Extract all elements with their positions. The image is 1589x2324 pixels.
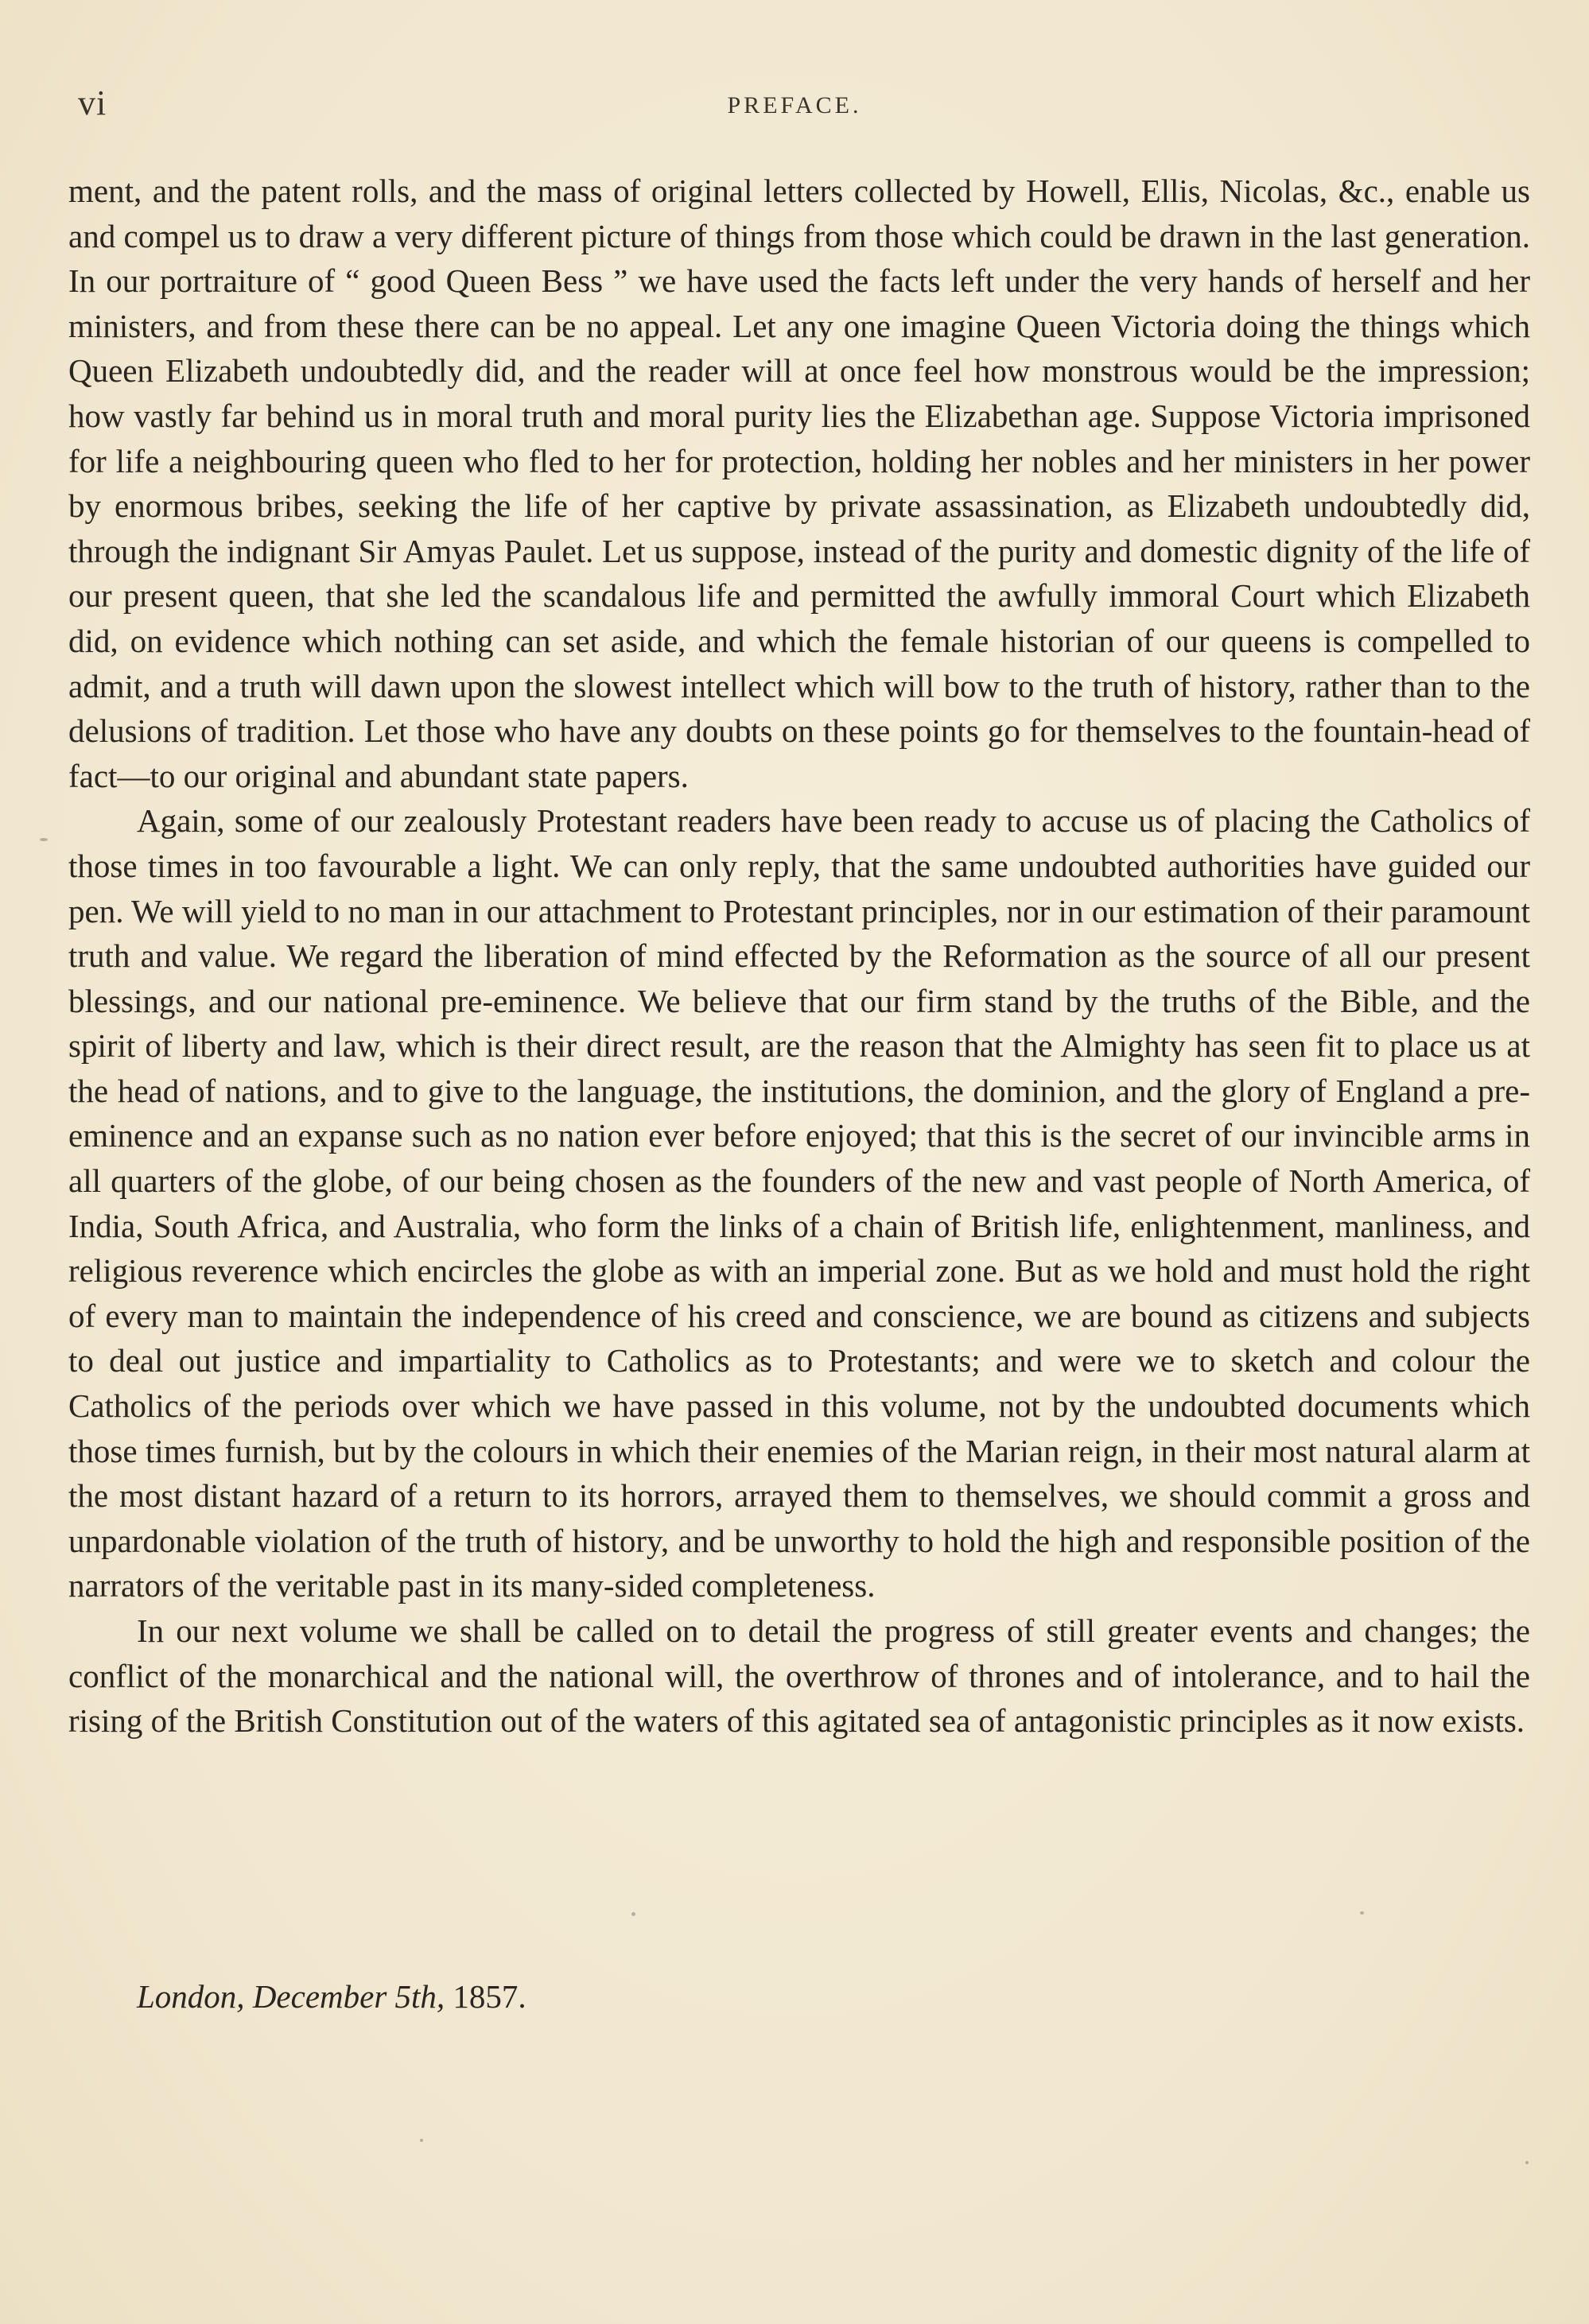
paper-speck xyxy=(420,2139,423,2142)
page-number: vi xyxy=(78,83,107,122)
signoff-place: London, xyxy=(137,1978,245,2015)
preface-body xyxy=(68,169,1530,1744)
paragraph: ment, and the patent rolls, and the mass of original letters collected by Howell, Ellis, Nicolas, &c., enable us and compel us to draw a very different picture of things from those which could be drawn in the last generation. In our portraiture of “ good Queen Bess ” we have used the facts left under the very hands of herself and her ministers, and from these there can be no appeal. Let any one imagine Queen Victoria doing the things which Queen Elizabeth undoubtedly did, and the reader will at once feel how monstrous would be the impression; how vastly far behind us in moral truth and moral purity lies the Elizabethan age. Suppose Victoria imprisoned for life a neighbouring queen who fled to her for protection, holding her nobles and her ministers in her power by enormous bribes, seeking the life of her captive by private assassination, as Elizabeth undoubtedly did, through the indignant Sir Amyas Paulet. Let us suppose, instead of the purity and domestic dignity of the life of our present queen, that she led the scandalous life and permitted the awfully immoral Court which Elizabeth did, on evidence which nothing can set aside, and which the female historian of our queens is compelled to admit, and a truth will dawn upon the slowest intellect which will bow to the truth of history, rather than to the delusions of tradition. Let those who have any doubts on these points go for themselves to the fountain-head of fact—to our original and abundant state papers. xyxy=(68,173,1530,794)
paragraph: Again, some of our zealously Protestant readers have been ready to accuse us of placing the Catholics of those times in too favourable a light. We can only reply, that the same undoubted authorities have guided our pen. We will yield to no man in our attachment to Protestant principles, nor in our estimation of their paramount truth and value. We regard the liberation of mind effected by the Reformation as the source of all our present blessings, and our national pre-eminence. We believe that our firm stand by the truths of the Bible, and the spirit of liberty and law, which is their direct result, are the reason that the Almighty has seen fit to place us at the head of nations, and to give to the language, the institutions, the dominion, and the glory of England a pre-eminence and an expanse such as no nation ever before enjoyed; that this is the secret of our invincible arms in all quarters of the globe, of our being chosen as the founders of the new and vast people of North America, of India, South Africa, and Australia, who form the links of a chain of British life, enlightenment, manliness, and religious reverence which encircles the globe as with an imperial zone. But as we hold and must hold the right of every man to maintain the independence of his creed and conscience, we are bound as citizens and subjects to deal out justice and impartiality to Catholics as to Protestants; and were we to sketch and colour the Catholics of the periods over which we have passed in this volume, not by the undoubted documents which those times furnish, but by the colours in which their enemies of the Marian reign, in their most natural alarm at the most distant hazard of a return to its horrors, arrayed them to themselves, we should commit a gross and unpardonable violation of the truth of history, and be unworthy to hold the high and responsible position of the narrators of the veritable past in its many-sided completeness. xyxy=(68,802,1530,1604)
paragraph: In our next volume we shall be called on to detail the progress of still greater events and changes; the conflict of the monarchical and the national will, the overthrow of thrones and of intolerance, and to hail the rising of the British Constitution out of the waters of this agitated sea of antagonistic principles as it now exists. xyxy=(68,1612,1530,1740)
signoff-date: December 5th, xyxy=(252,1978,445,2015)
paper-speck xyxy=(1360,1911,1364,1915)
running-title: PREFACE. xyxy=(727,92,862,118)
paper-speck xyxy=(40,838,48,841)
signoff-year: 1857. xyxy=(453,1978,526,2015)
paper-speck xyxy=(631,1912,635,1916)
paper-speck xyxy=(1525,2161,1529,2164)
signoff xyxy=(137,1974,526,2019)
